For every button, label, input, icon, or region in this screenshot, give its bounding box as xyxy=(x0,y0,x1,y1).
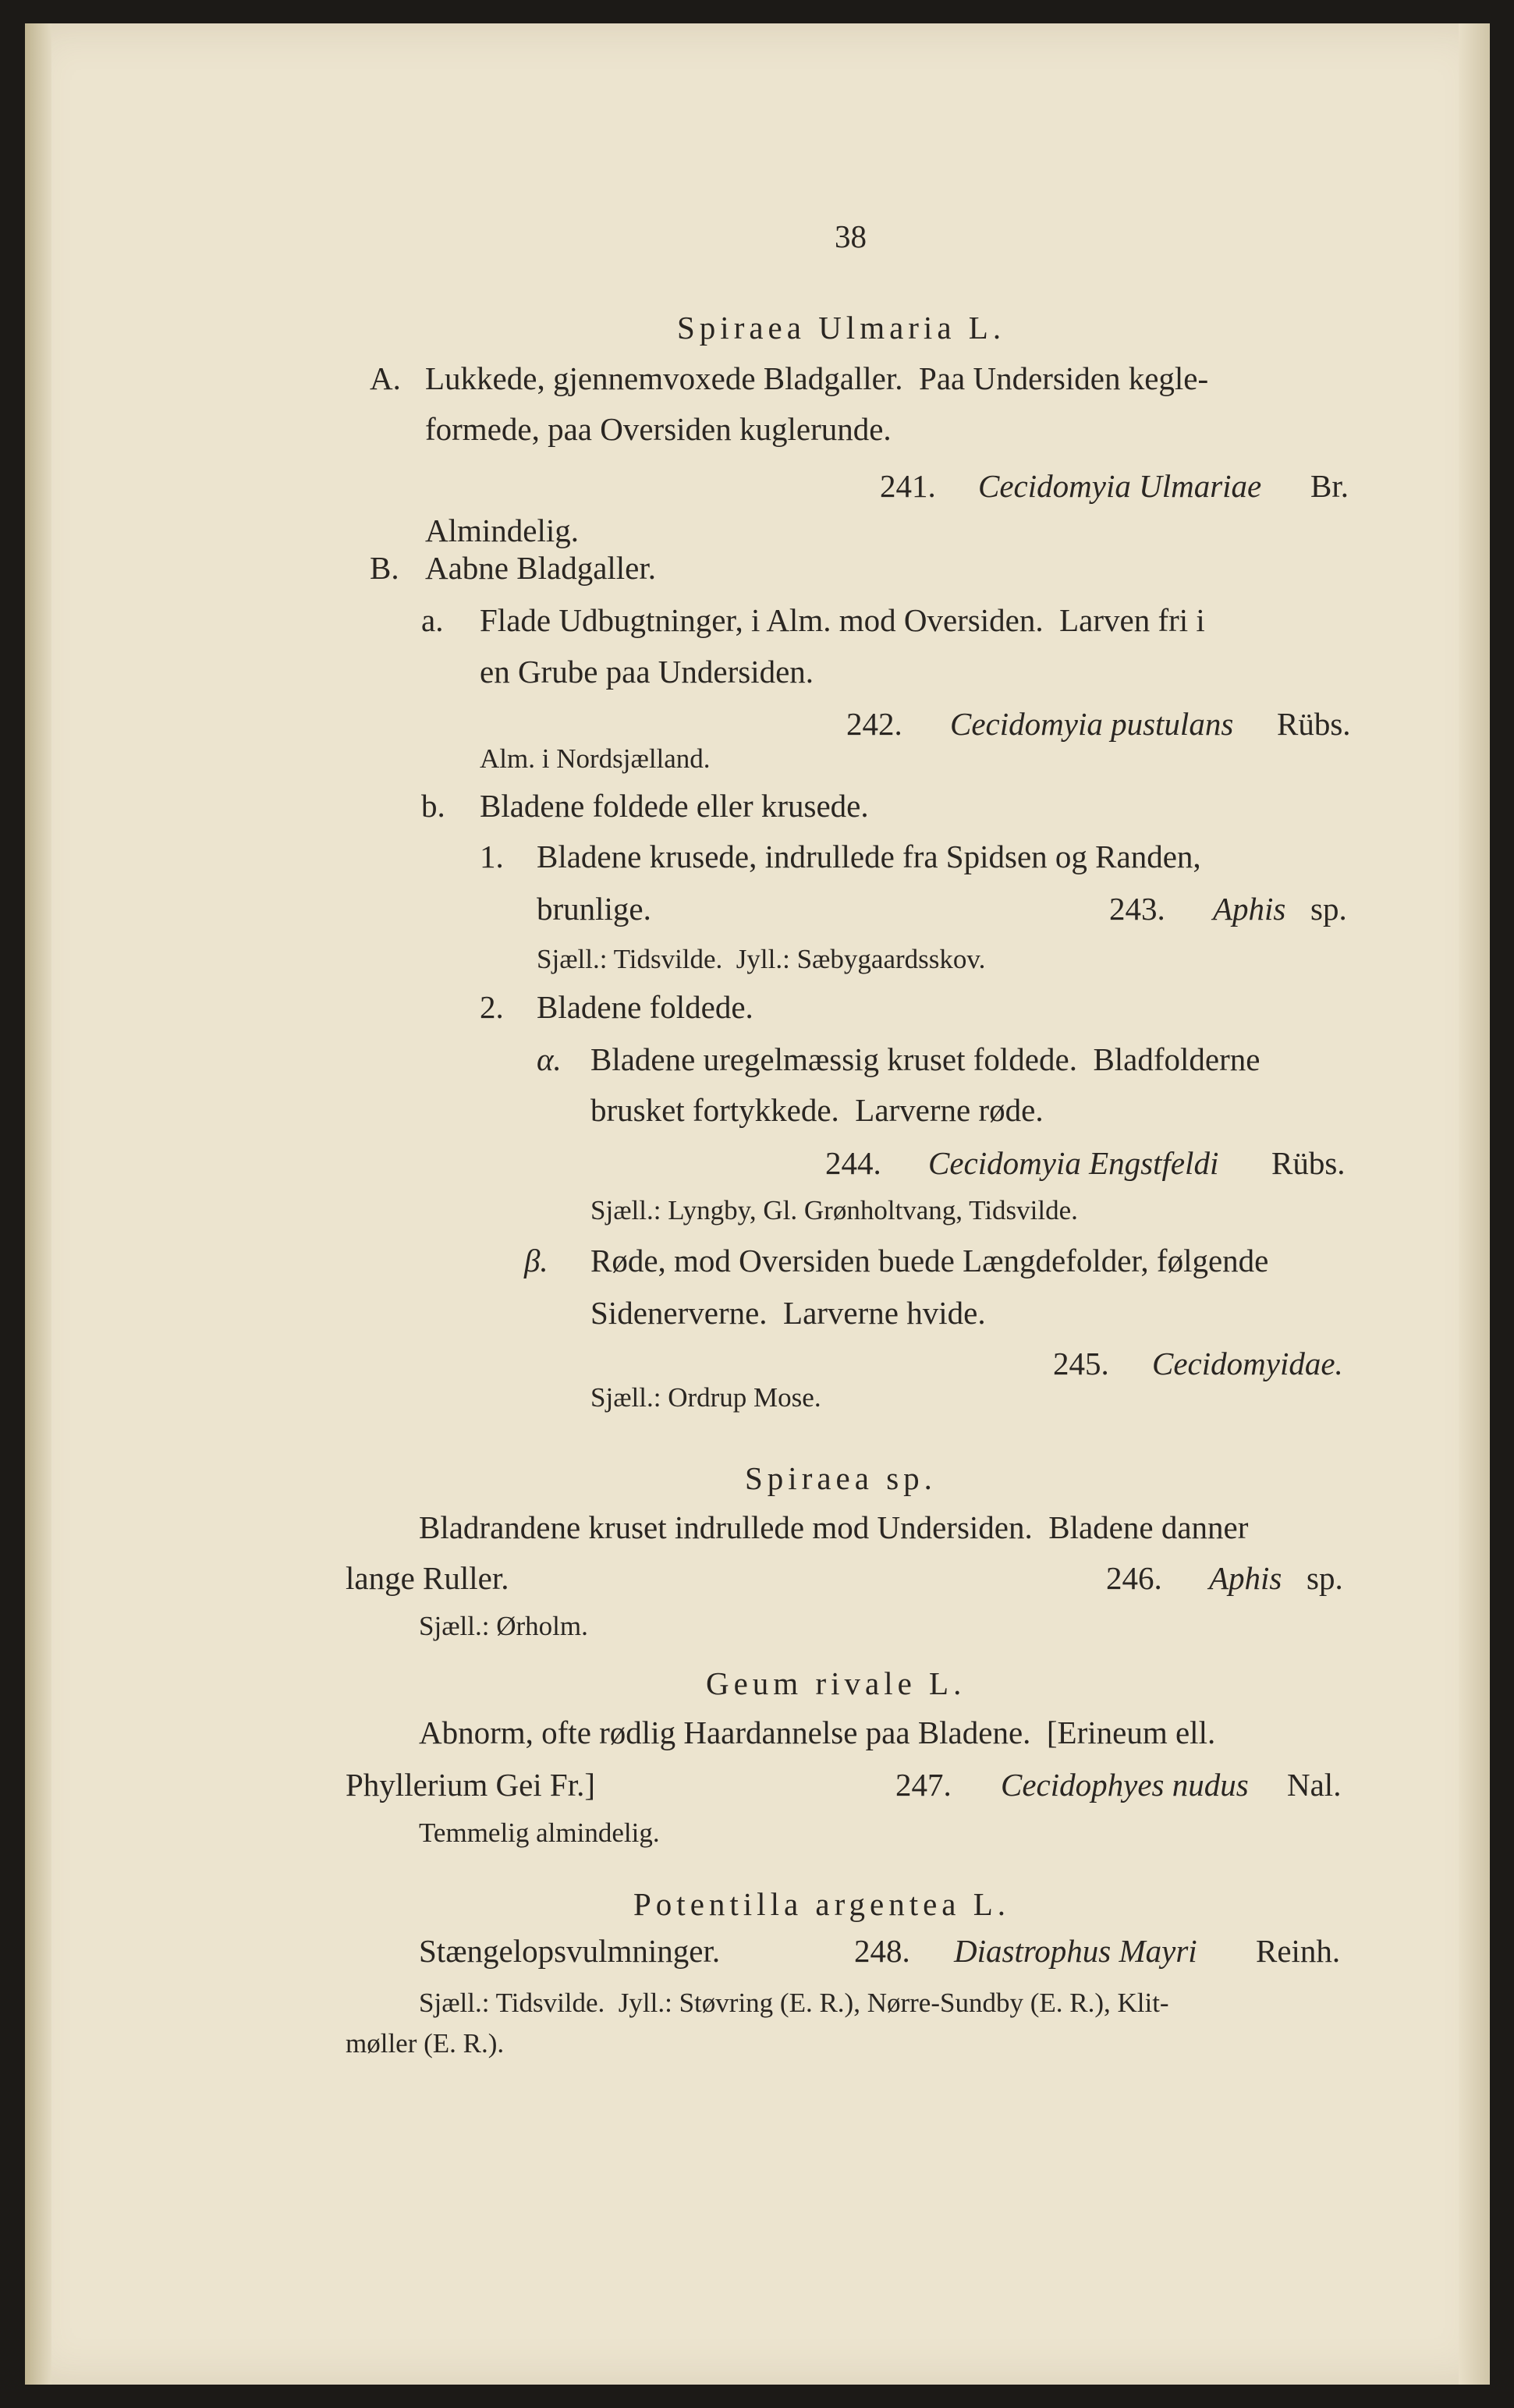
text-line: brunlige. xyxy=(537,891,651,927)
entry-number: 244. xyxy=(825,1145,881,1181)
locality: Almindelig. xyxy=(425,512,580,548)
text-line: Aabne Bladgaller. xyxy=(425,550,657,586)
species-name: Cecidomyidae. xyxy=(1152,1346,1343,1381)
species-author: sp. xyxy=(1307,1560,1343,1596)
species-name: Cecidophyes nudus xyxy=(1001,1767,1249,1803)
text-line: Bladene foldede eller krusede. xyxy=(480,788,869,824)
entry-number: 242. xyxy=(846,706,902,742)
key-marker: α. xyxy=(537,1041,562,1077)
text-line: Bladene krusede, indrullede fra Spidsen og Randen, xyxy=(537,839,1201,874)
locality: Sjæll.: Tidsvilde. Jyll.: Sæbygaardsskov. xyxy=(537,944,986,974)
key-marker: a. xyxy=(421,602,444,638)
entry-number: 245. xyxy=(1053,1346,1109,1381)
key-marker: B. xyxy=(370,550,399,586)
section-heading: Geum rivale L. xyxy=(706,1665,966,1701)
page-gutter xyxy=(25,23,51,2385)
species-author: Rübs. xyxy=(1271,1145,1346,1181)
text-line: Sidenerverne. Larverne hvide. xyxy=(590,1295,986,1331)
species-name: Cecidomyia pustulans xyxy=(950,706,1234,742)
page-edge xyxy=(1459,23,1490,2385)
key-marker: 2. xyxy=(480,989,504,1025)
text-line: Stængelopsvulmninger. xyxy=(419,1933,721,1969)
text-line: formede, paa Oversiden kuglerunde. xyxy=(425,411,892,447)
text-line: lange Ruller. xyxy=(346,1560,509,1596)
locality: Alm. i Nordsjælland. xyxy=(480,743,711,774)
species-author: Nal. xyxy=(1287,1767,1342,1803)
text-line: Phyllerium Gei Fr.] xyxy=(346,1767,596,1803)
entry-number: 248. xyxy=(854,1933,910,1969)
text-line: Bladene uregelmæssig kruset foldede. Bladfolderne xyxy=(590,1041,1260,1077)
key-marker: b. xyxy=(421,788,445,824)
entry-number: 243. xyxy=(1109,891,1165,927)
text-line: Bladene foldede. xyxy=(537,989,753,1025)
text-line: Lukkede, gjennemvoxede Bladgaller. Paa Undersiden kegle- xyxy=(425,360,1209,396)
text-line: Bladrandene kruset indrullede mod Undersiden. Bladene danner xyxy=(419,1509,1249,1545)
section-heading: Potentilla argentea L. xyxy=(633,1886,1011,1922)
locality: Temmelig almindelig. xyxy=(419,1818,660,1848)
locality: Sjæll.: Ørholm. xyxy=(419,1611,588,1641)
key-marker: A. xyxy=(370,360,401,396)
locality: Sjæll.: Tidsvilde. Jyll.: Støvring (E. R.), Nørre-Sundby (E. R.), Klit- xyxy=(419,1988,1169,2018)
text-line: Flade Udbugtninger, i Alm. mod Oversiden. Larven fri i xyxy=(480,602,1205,638)
species-name: Cecidomyia Engstfeldi xyxy=(928,1145,1219,1181)
species-name: Aphis xyxy=(1213,891,1286,927)
species-author: sp. xyxy=(1310,891,1347,927)
species-author: Reinh. xyxy=(1256,1933,1341,1969)
text-line: Røde, mod Oversiden buede Længdefolder, følgende xyxy=(590,1243,1269,1278)
text-line: brusket fortykkede. Larverne røde. xyxy=(590,1092,1044,1128)
species-name: Cecidomyia Ulmariae xyxy=(978,468,1262,504)
key-marker: β. xyxy=(524,1243,548,1278)
species-author: Br. xyxy=(1310,468,1349,504)
page-number: 38 xyxy=(835,218,867,254)
entry-number: 247. xyxy=(895,1767,952,1803)
species-name: Aphis xyxy=(1209,1560,1282,1596)
section-heading: Spiraea sp. xyxy=(745,1460,937,1496)
key-marker: 1. xyxy=(480,839,504,874)
locality: Sjæll.: Lyngby, Gl. Grønholtvang, Tidsvilde. xyxy=(590,1195,1078,1225)
locality: Sjæll.: Ordrup Mose. xyxy=(590,1382,821,1413)
section-heading: Spiraea Ulmaria L. xyxy=(677,310,1006,346)
text-line: Abnorm, ofte rødlig Haardannelse paa Bladene. [Erineum ell. xyxy=(419,1715,1216,1750)
text-line: en Grube paa Undersiden. xyxy=(480,654,814,690)
entry-number: 246. xyxy=(1106,1560,1162,1596)
species-name: Diastrophus Mayri xyxy=(954,1933,1197,1969)
species-author: Rübs. xyxy=(1277,706,1351,742)
locality: møller (E. R.). xyxy=(346,2028,505,2059)
entry-number: 241. xyxy=(880,468,936,504)
